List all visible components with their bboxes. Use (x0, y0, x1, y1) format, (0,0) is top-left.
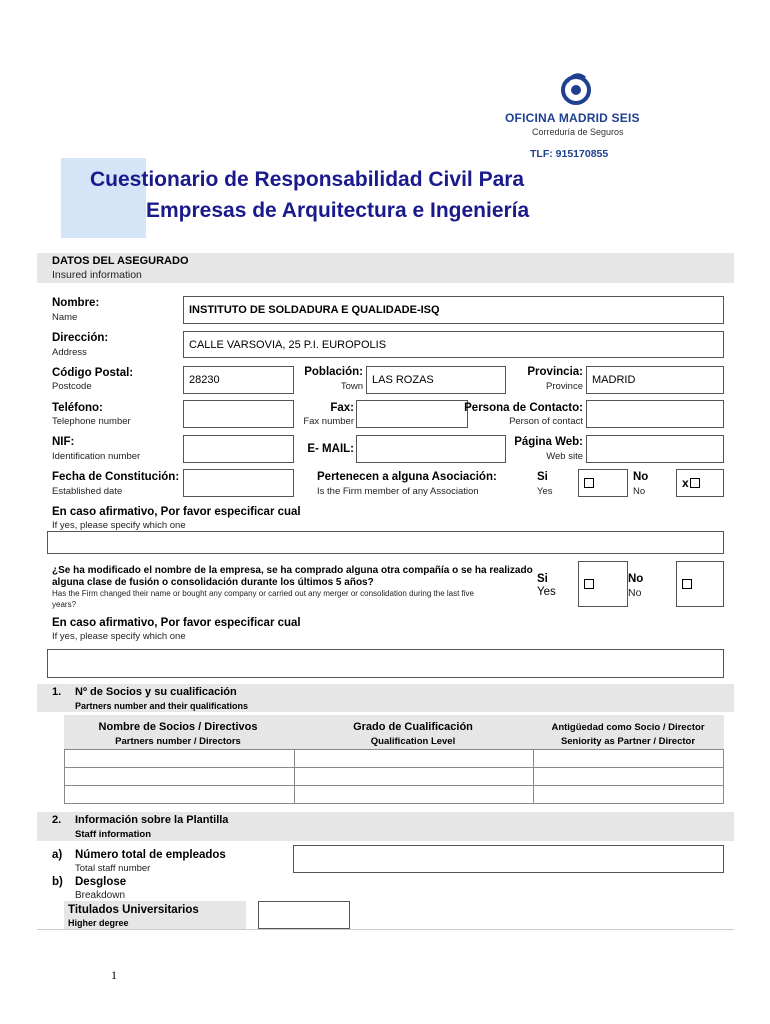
partners-cell[interactable] (295, 786, 534, 804)
modification-no-checkbox[interactable] (682, 579, 692, 589)
poblacion-sub: Town (340, 381, 363, 392)
fecha-sub: Established date (52, 486, 123, 497)
modification-question-line2: alguna clase de fusión o consolidación durante los últimos 5 años? (52, 577, 374, 588)
modification-question-sub (52, 588, 474, 610)
fax-label: Fax: (330, 402, 354, 414)
modification-question-line1: ¿Se ha modificado el nombre de la empresa, se ha comprado alguna otra compañía o se ha realizado (52, 565, 533, 576)
fecha-field[interactable] (183, 469, 294, 497)
modification-si-checkbox[interactable] (584, 579, 594, 589)
nombre-field[interactable]: INSTITUTO DE SOLDADURA E QUALIDADE-ISQ (183, 296, 724, 324)
modification-no-label: No (628, 573, 644, 585)
partners-cell[interactable] (295, 750, 534, 768)
partners-cell[interactable] (534, 768, 724, 786)
staff-a-label: Número total de empleados (75, 849, 226, 861)
partners-section-sub: Partners number and their qualifications (75, 701, 249, 711)
web-field[interactable] (586, 435, 724, 463)
asociacion-no-checkbox[interactable] (690, 478, 700, 488)
staff-a-sub: Total staff number (75, 863, 151, 874)
insured-section-title: DATOS DEL ASEGURADO (52, 255, 189, 267)
modification-sub-line2: years? (52, 600, 77, 609)
caso2-sub: If yes, please specify which one (52, 631, 186, 642)
poblacion-field[interactable]: LAS ROZAS (366, 366, 506, 394)
provincia-sub: Province (546, 381, 583, 392)
provincia-field[interactable]: MADRID (586, 366, 724, 394)
direccion-field[interactable]: CALLE VARSOVIA, 25 P.I. EUROPOLIS (183, 331, 724, 358)
modification-si-sub: Yes (537, 586, 556, 598)
table-row (65, 786, 724, 804)
staff-b-num: b) (52, 876, 63, 888)
direccion-sub: Address (52, 347, 87, 358)
asociacion-no-mark: x (682, 476, 689, 490)
caso1-sub: If yes, please specify which one (52, 520, 186, 531)
poblacion-label: Población: (304, 366, 363, 378)
cp-field[interactable]: 28230 (183, 366, 294, 394)
asociacion-no-label: No (633, 471, 649, 483)
modification-sub-line1: Has the Firm changed their name or bought any company or carried out any merger or consolidation during the last five (52, 589, 474, 598)
partners-cell[interactable] (534, 786, 724, 804)
partners-cell[interactable] (65, 750, 295, 768)
titulados-label: Titulados Universitarios (68, 904, 199, 916)
nombre-sub: Name (52, 312, 78, 323)
partners-col1-sub: Partners number / Directors (115, 736, 241, 747)
telefono-label: Teléfono: (52, 402, 103, 414)
staff-a-num: a) (52, 849, 63, 861)
bottom-divider (37, 929, 734, 930)
provincia-label: Provincia: (527, 366, 583, 378)
fax-sub: Fax number (303, 416, 354, 427)
nif-field[interactable] (183, 435, 294, 463)
insured-section-sub: Insured information (52, 269, 142, 281)
asociacion-no-cell (676, 469, 724, 497)
asociacion-no-sub: No (633, 486, 646, 497)
logo-company-name: OFICINA MADRID SEIS (505, 111, 640, 125)
staff-section-title: Información sobre la Plantilla (75, 814, 229, 826)
nombre-label: Nombre: (52, 297, 100, 309)
partners-col1-header: Nombre de Socios / Directivos (98, 721, 258, 733)
staff-section-sub: Staff information (75, 829, 151, 840)
contacto-label: Persona de Contacto: (464, 402, 583, 414)
modification-si-label: Si (537, 573, 548, 585)
asociacion-si-sub: Yes (537, 486, 553, 497)
partners-col3-header: Antigüedad como Socio / Director (551, 722, 705, 733)
asociacion-si-checkbox[interactable] (584, 478, 594, 488)
asociacion-si-label: Si (537, 471, 548, 483)
email-field[interactable] (356, 435, 506, 463)
telefono-sub: Telephone number (52, 416, 131, 427)
partners-cell[interactable] (534, 750, 724, 768)
modification-question (52, 565, 533, 589)
direccion-label: Dirección: (52, 332, 109, 344)
partners-section-title: Nº de Socios y su cualificación (75, 686, 237, 698)
telefono-field[interactable] (183, 400, 294, 428)
asociacion-si-cell (578, 469, 628, 497)
phone-number: TLF: 915170855 (530, 148, 609, 160)
caso2-field[interactable] (47, 649, 724, 678)
total-empleados-field[interactable] (293, 845, 724, 873)
caso2-label: En caso afirmativo, Por favor especificar cual (52, 617, 301, 629)
contacto-sub: Person of contact (509, 416, 583, 427)
page-title-line2: Empresas de Arquitectura e Ingeniería (146, 199, 530, 222)
titulados-field[interactable] (258, 901, 350, 929)
fecha-label: Fecha de Constitución: (52, 471, 180, 483)
partners-cell[interactable] (295, 768, 534, 786)
email-label: E- MAIL: (307, 443, 354, 455)
partners-table (64, 749, 724, 804)
partners-col3-sub: Seniority as Partner / Director (560, 736, 696, 747)
asociacion-label: Pertenecen a alguna Asociación: (317, 471, 497, 483)
modification-no-sub: No (628, 587, 642, 599)
staff-b-sub: Breakdown (75, 890, 126, 901)
nif-sub: Identification number (52, 451, 141, 462)
caso1-field[interactable] (47, 531, 724, 554)
table-row (65, 768, 724, 786)
fax-field[interactable] (356, 400, 468, 428)
partners-col2-header: Grado de Cualificación (353, 721, 473, 733)
table-row (65, 750, 724, 768)
cp-sub: Postcode (52, 381, 92, 392)
modification-no-cell (676, 561, 724, 607)
partners-cell[interactable] (65, 768, 295, 786)
page-number: 1 (111, 968, 117, 982)
web-label: Página Web: (514, 436, 583, 448)
caso1-label: En caso afirmativo, Por favor especificar cual (52, 506, 301, 518)
asociacion-sub: Is the Firm member of any Association (317, 486, 479, 497)
nif-label: NIF: (52, 436, 75, 448)
web-sub: Web site (546, 451, 583, 462)
logo-tagline: Correduría de Seguros (532, 127, 624, 137)
titulados-sub: Higher degree (68, 918, 129, 928)
staff-b-label: Desglose (75, 876, 127, 888)
page-title-line1: Cuestionario de Responsabilidad Civil Para (90, 168, 525, 191)
modification-si-cell (578, 561, 628, 607)
partners-col2-sub: Qualification Level (370, 736, 456, 747)
contacto-field[interactable] (586, 400, 724, 428)
staff-section-num: 2. (52, 814, 62, 826)
cp-label: Código Postal: (52, 367, 134, 379)
company-logo-icon (555, 68, 597, 110)
partners-section-num: 1. (52, 686, 62, 698)
partners-cell[interactable] (65, 786, 295, 804)
